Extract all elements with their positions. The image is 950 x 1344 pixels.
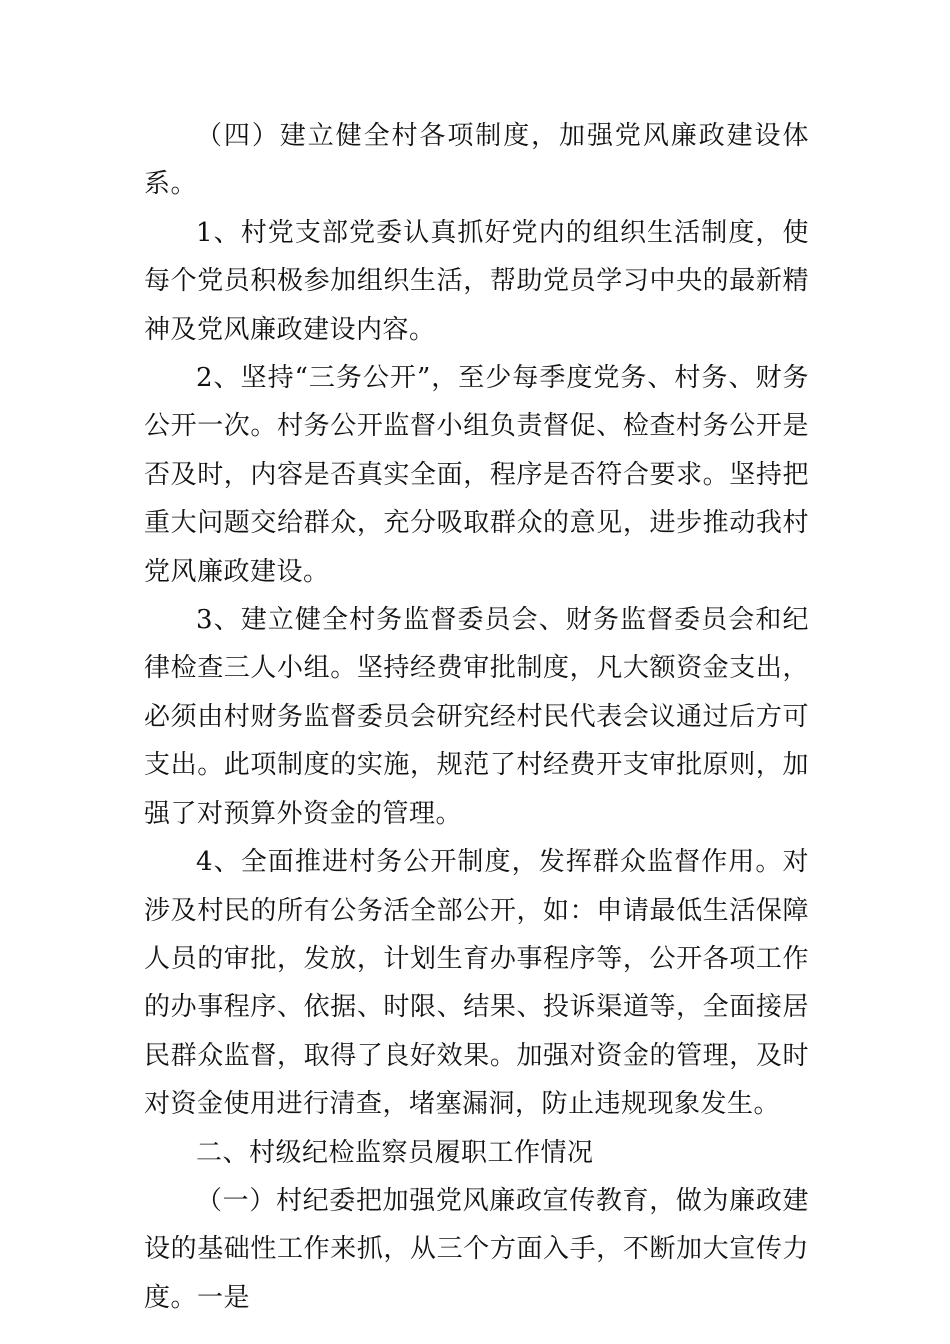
paragraph-item-4: 4、全面推进村务公开制度，发挥群众监督作用。对涉及村民的所有公务活全部公开，如：申请最低生活保障人员的审批，发放，计划生育办事程序等，公开各项工作的办事程序、依据、时限、结果、投诉渠道等，全面接居民群众监督，取得了良好效果。加强对资金的管理，及时对资金使用进行清查，堵塞漏洞，防止违规现象发生。 (144, 847, 809, 1120)
paragraph-item-1: 1、村党支部党委认真抓好党内的组织生活制度，使每个党员积极参加组织生活，帮助党员学习中央的最新精神及党风廉政建设内容。 (144, 217, 809, 345)
paragraph-item-3: 3、建立健全村务监督委员会、财务监督委员会和纪律检查三人小组。坚持经费审批制度，凡大额资金支出，必须由村财务监督委员会研究经村民代表会议通过后方可支出。此项制度的实施，规范了村经费开支审批原则，加强了对预算外资金的管理。 (144, 605, 809, 829)
section-heading-2: 二、村级纪检监察员履职工作情况 (196, 1137, 594, 1168)
paragraph-section-4-heading: （四）建立健全村各项制度，加强党风廉政建设体系。 (144, 121, 809, 200)
paragraph-item-2: 2、坚持“三务公开”，至少每季度党务、村务、财务公开一次。村务公开监督小组负责督促、检查村务公开是否及时，内容是否真实全面，程序是否符合要求。坚持把重大问题交给群众，充分吸取群众的意见，进步推动我村党风廉政建设。 (144, 363, 809, 587)
paragraph-subsection-1: （一）村纪委把加强党风廉政宣传教育，做为廉政建设的基础性工作来抓，从三个方面入手，不断加大宣传力度。一是 (144, 1185, 809, 1313)
document-body (144, 112, 809, 1322)
